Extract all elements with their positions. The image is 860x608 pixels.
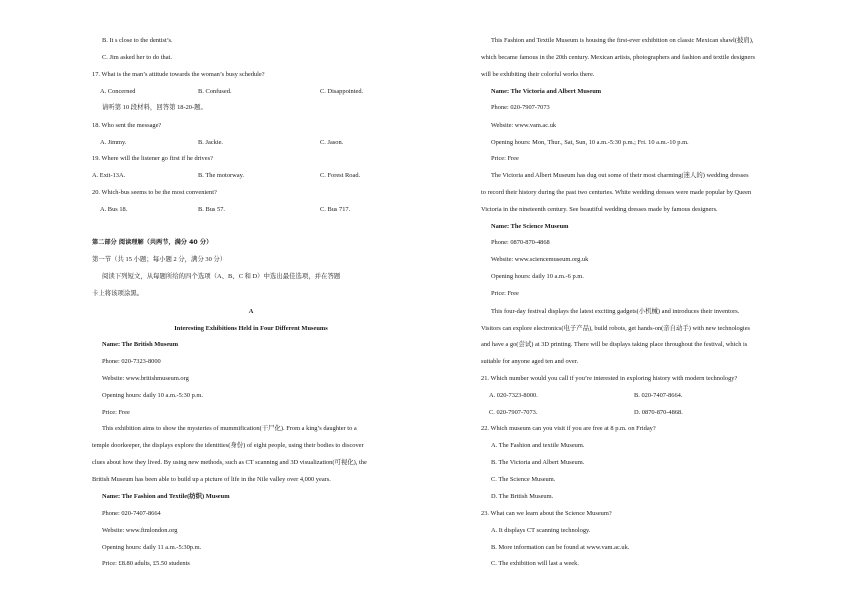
q20-option-a: A. Bus 18. — [100, 206, 128, 213]
science-museum-phone: Phone: 0870-870-4868 — [491, 239, 550, 246]
q16-option-c: C. Jim asked her to do that. — [102, 54, 172, 61]
passage-letter: A — [248, 308, 254, 315]
va-museum-desc-1: The Victoria and Albert Museum has dug out some of their most charming(迷人的) wedding dresses — [491, 172, 749, 179]
british-museum-desc-4: British Museum has been able to build up a picture of life in the Nile valley over 4,000 years. — [92, 476, 331, 483]
fashion-museum-desc-3: will be exhibiting their colorful works there. — [481, 71, 595, 78]
q23-option-a: A. It displays CT scanning technology. — [491, 527, 591, 534]
british-museum-desc-1: This exhibition aims to show the mysteries of mummification(干尸化). From a king’s daughter to a — [102, 425, 357, 432]
instruction-line-1: 阅读下列短文，从每题所给的四个选项（A、B、C 和 D）中选出最佳选项，并在答题 — [102, 273, 341, 280]
british-museum-hours: Opening hours: daily 10 a.m.-5:30 p.m. — [102, 392, 203, 399]
science-museum-desc-2: Visitors can explore electronics(电子产品), build robots, get hands-on(亲自动手) with new technologies — [481, 325, 751, 332]
q17-option-a: A. Concerned — [100, 88, 136, 95]
part2-title: 第二部分 阅读理解（共两节，满分 40 分） — [92, 239, 213, 246]
british-museum-desc-2: temple doorkeeper, the displays explore the identities(身份) of eight people, using their bodies to discover — [92, 442, 364, 449]
q19-option-c: C. Forest Road. — [320, 172, 361, 179]
science-museum-name: Name: The Science Museum — [491, 223, 569, 230]
q18-option-b: B. Jackie. — [198, 139, 224, 146]
passage-title: Interesting Exhibitions Held in Four Different Museums — [174, 325, 328, 332]
q22-stem: 22. Which museum can you visit if you are free at 8 p.m. on Friday? — [481, 425, 656, 432]
q22-option-d: D. The British Museum. — [491, 493, 554, 500]
q20-option-c: C. Bus 717. — [320, 206, 351, 213]
science-museum-website: Website: www.sciencemuseum.org.uk — [491, 256, 589, 263]
q23-stem: 23. What can we learn about the Science Museum? — [481, 510, 612, 517]
science-museum-hours: Opening hours: daily 10 a.m.-6 p.m. — [491, 273, 584, 280]
british-museum-desc-3: clues about how they lived. By using new methods, such as CT scanning and 3D visualization(可视化), the — [92, 459, 367, 466]
q17-option-c: C. Disappointed. — [320, 88, 364, 95]
section1-heading: 第一节（共 15 小题；每小题 2 分，满分 30 分） — [92, 256, 227, 263]
q23-option-b: B. More information can be found at www.vam.ac.uk. — [491, 544, 630, 551]
q19-stem: 19. Where will the listener go first if he drives? — [92, 155, 213, 162]
q21-stem: 21. Which number would you call if you’re interested in exploring history with modern technology? — [481, 375, 738, 382]
q22-option-b: B. The Victoria and Albert Museum. — [491, 459, 585, 466]
q21-option-a: A. 020-7323-8000. — [489, 392, 538, 399]
british-museum-phone: Phone: 020-7323-8000 — [102, 358, 161, 365]
british-museum-price: Price: Free — [102, 409, 130, 416]
q20-option-b: B. Bus 57. — [198, 206, 225, 213]
fashion-museum-website: Website: www.ftmlondon.org — [102, 527, 178, 534]
fashion-museum-hours: Opening hours: daily 11 a.m.-5:30p.m. — [102, 544, 202, 551]
instruction-line-2: 卡上将该项涂黑。 — [92, 290, 144, 297]
q19-option-b: B. The motorway. — [198, 172, 244, 179]
va-museum-desc-2: to record their history during the past two centuries. White wedding dresses were made popular by Queen — [481, 189, 752, 196]
fashion-museum-desc-1: This Fashion and Textile Museum is housing the first-ever exhibition on classic Mexican shawl(披肩), — [491, 37, 754, 44]
q20-stem: 20. Which-bus seems to be the most convenient? — [92, 189, 217, 196]
british-museum-website: Website: www.britishmuseum.org — [102, 375, 189, 382]
fashion-museum-phone: Phone: 020-7407-8664 — [102, 510, 161, 517]
q22-option-c: C. The Science Museum. — [491, 476, 556, 483]
science-museum-desc-3: and have a go(尝试) at 3D printing. There will be displays taking place throughout the festival, which is — [481, 341, 748, 348]
q18-stem: 18. Who sent the message? — [92, 122, 162, 129]
q23-option-c: C. The exhibition will last a week. — [491, 560, 579, 567]
va-museum-name: Name: The Victoria and Albert Museum — [491, 88, 602, 95]
q21-option-d: D. 0870-870-4868. — [634, 409, 683, 416]
science-museum-desc-1: This four-day festival displays the latest exciting gadgets(小机械) and introduces their inventors. — [491, 308, 740, 315]
fashion-museum-price: Price: £8.80 adults, £5.50 students — [102, 560, 190, 567]
q21-option-b: B. 020-7407-8664. — [634, 392, 683, 399]
q21-option-c: C. 020-7907-7073. — [489, 409, 538, 416]
va-museum-price: Price: Free — [491, 155, 519, 162]
fashion-museum-name: Name: The Fashion and Textile(纺织) Museum — [102, 493, 230, 500]
va-museum-desc-3: Victoria in the nineteenth century. See beautiful wedding dresses made by famous designers. — [481, 206, 718, 213]
q18-option-a: A. Jimmy. — [100, 139, 127, 146]
material-10-instruction: 请听第 10 段材料，回答第 18-20-题。 — [102, 104, 207, 111]
science-museum-desc-4: suitable for anyone aged ten and over. — [481, 358, 579, 365]
q19-option-a: A. Exit-13A. — [92, 172, 126, 179]
q17-option-b: B. Confused. — [198, 88, 232, 95]
fashion-museum-desc-2: which became famous in the 20th century. Mexican artists, photographers and fashion and textile designers — [481, 54, 755, 61]
science-museum-price: Price: Free — [491, 290, 519, 297]
va-museum-hours: Opening hours: Mon, Thur., Sat, Sun, 10 a.m.-5:30 p.m.; Fri. 10 a.m.-10 p.m. — [491, 139, 689, 146]
q16-option-b: B. It s close to the dentist’s. — [102, 37, 173, 44]
q18-option-c: C. Jason. — [320, 139, 344, 146]
q22-option-a: A. The Fashion and textile Museum. — [491, 442, 585, 449]
q17-stem: 17. What is the man’s attitude towards the woman’s busy schedule? — [92, 71, 265, 78]
va-museum-website: Website: www.vam.ac.uk — [491, 122, 557, 129]
british-museum-name: Name: The British Museum — [102, 341, 179, 348]
va-museum-phone: Phone: 020-7907-7073 — [491, 104, 550, 111]
